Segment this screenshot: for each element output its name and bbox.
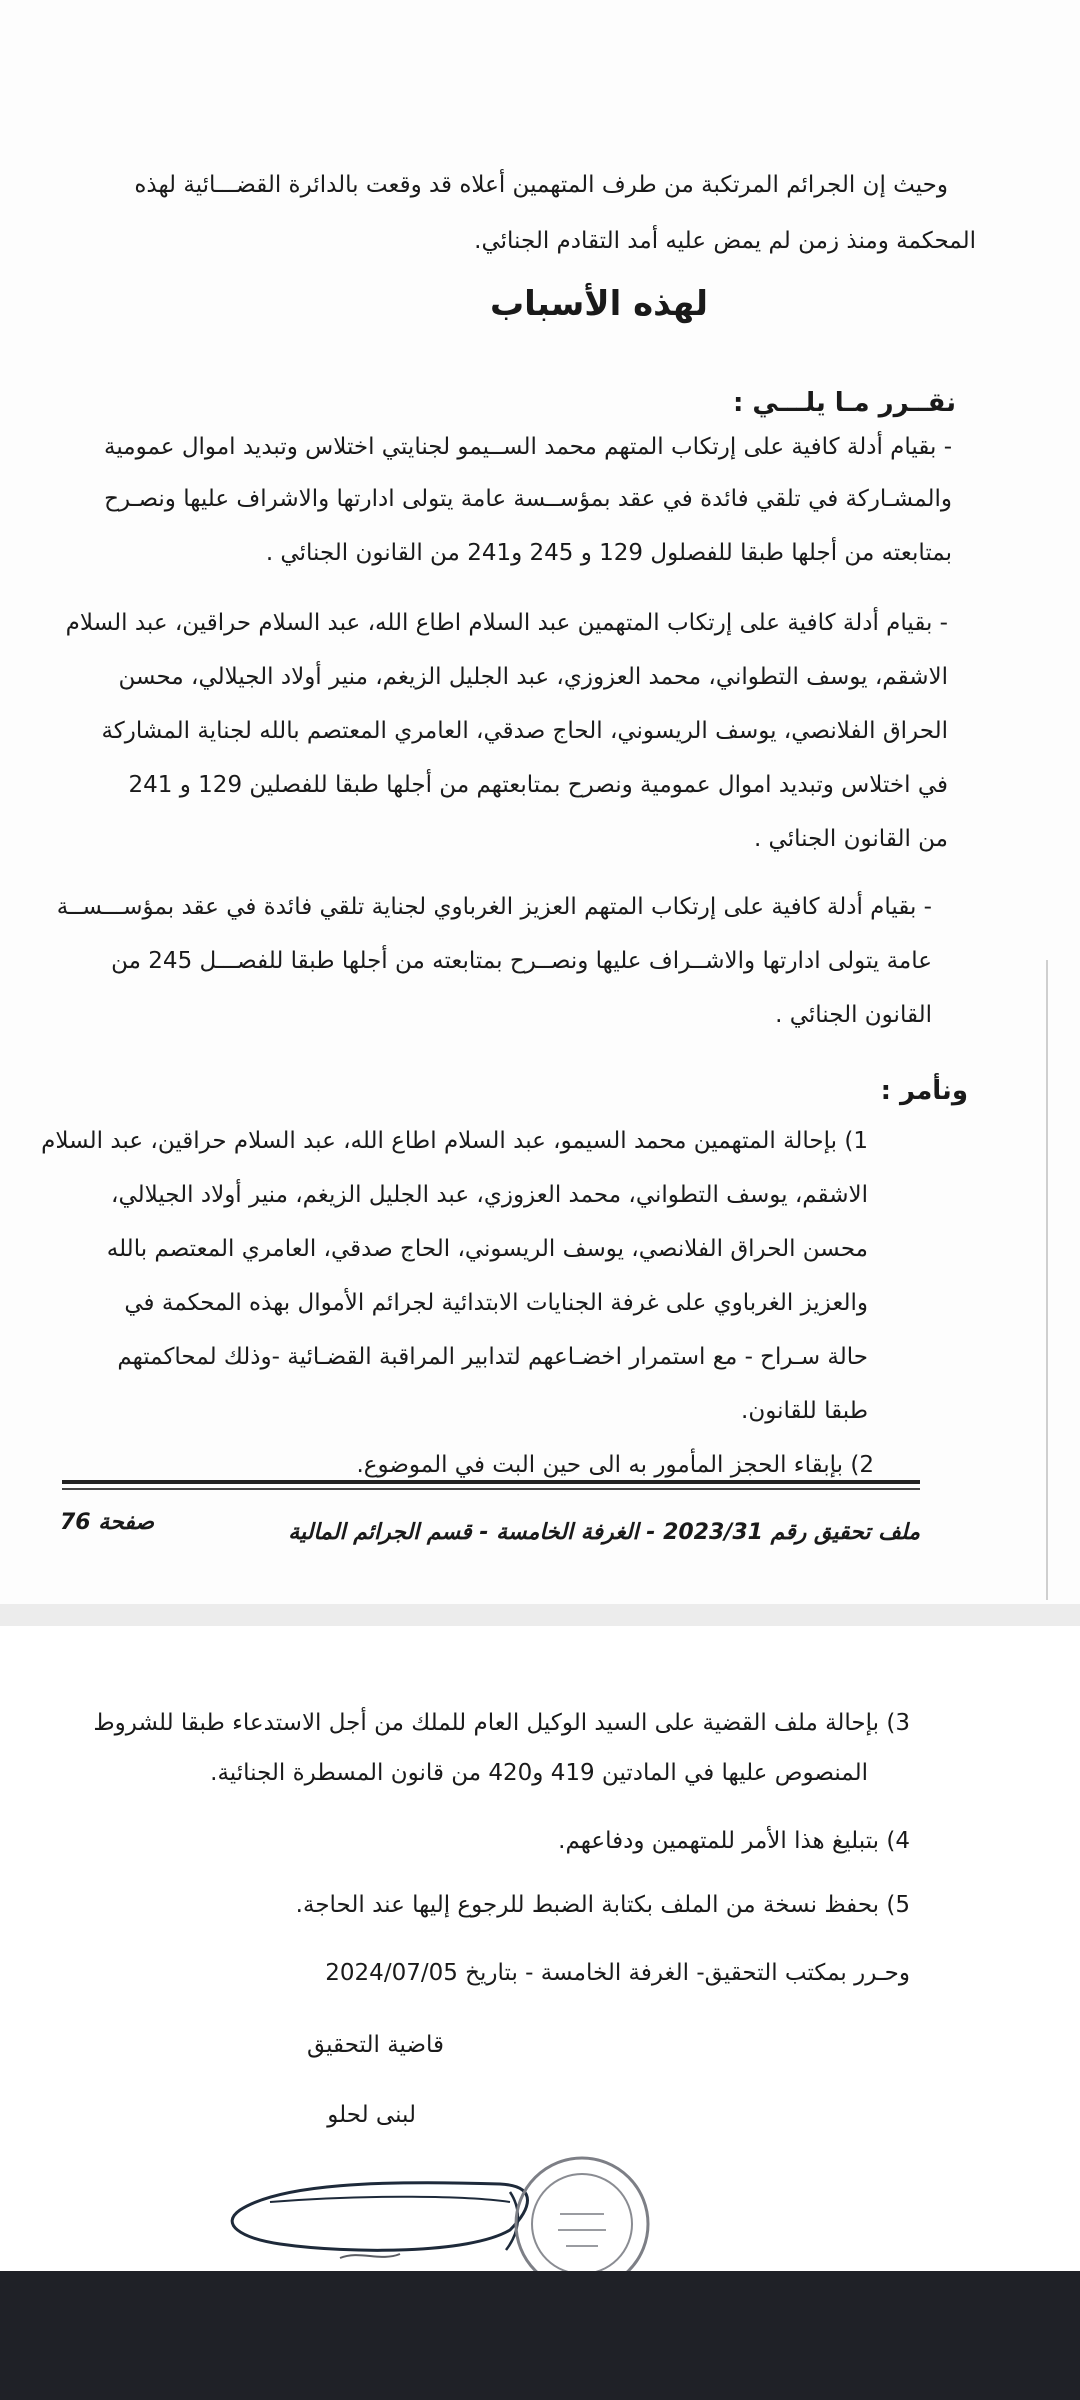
decision-label: نقــرر مـا يلـــي :	[732, 388, 956, 418]
order-1-line: محسن الحراق الفلانصي، يوسف الريسوني، الحاج صدقي، العامري المعتصم بالله	[106, 1236, 868, 1262]
footer-rule	[62, 1480, 920, 1484]
paragraph-1-line: بمتابعته من أجلها طبقا للفصلول 129 و 245 و241 من القانون الجنائي .	[265, 540, 952, 566]
intro-line-1: وحيث إن الجرائم المرتكبة من طرف المتهمين أعلاه قد وقعت بالدائرة القضـــائية لهذه	[134, 172, 948, 198]
order-1-line: حالة سـراح - مع استمرار اخضـاعهم لتدابير المراقبة القضـائية -وذلك لمحاكمتهم	[117, 1344, 868, 1370]
bottom-dark-bar	[0, 2271, 1080, 2400]
file-reference: ملف تحقيق رقم 2023/31 - الغرفة الخامسة - قسم الجرائم المالية	[288, 1520, 920, 1545]
page-edge-line	[1046, 960, 1048, 1600]
paragraph-2-line: الحراق الفلانصي، يوسف الريسوني، الحاج صدقي، العامري المعتصم بالله لجناية المشاركة	[101, 718, 948, 744]
page-separator	[0, 1604, 1080, 1626]
judge-name: لبنى لحلو	[327, 2102, 416, 2128]
order-1-line: 1) بإحالة المتهمين محمد السيمو، عبد السلام اطاع الله، عبد السلام حراقين، عبد السلام	[41, 1128, 868, 1154]
paragraph-2-line: من القانون الجنائي .	[753, 826, 948, 852]
order-item-2: 2) بإبقاء الحجز المأمور به الى حين البت في الموضوع.	[356, 1452, 874, 1478]
order-1-line: والعزيز الغرباوي على غرفة الجنايات الابتدائية لجرائم الأموال بهذه المحكمة في	[124, 1290, 868, 1316]
order-item-4: 4) بتبليغ هذا الأمر للمتهمين ودفاعهم.	[558, 1828, 910, 1854]
section-heading: لهذه الأسباب	[490, 284, 708, 324]
paragraph-2-line: - بقيام أدلة كافية على إرتكاب المتهمين عبد السلام اطاع الله، عبد السلام حراقين، عبد السلام	[65, 610, 948, 636]
paragraph-2-line: الاشقم، يوسف التطواني، محمد العزوزي، عبد الجليل الزيغم، منير أولاد الجيلالي، محسن	[118, 664, 948, 690]
order-1-line: الاشقم، يوسف التطواني، محمد العزوزي، عبد الجليل الزيغم، منير أولاد الجيلالي،	[111, 1182, 868, 1208]
issued-line: وحـرر بمكتب التحقيق- الغرفة الخامسة - بتاريخ 2024/07/05	[325, 1960, 910, 1986]
judge-title: قاضية التحقيق	[306, 2032, 444, 2058]
paragraph-1-line: والمشـاركة في تلقي فائدة في عقد بمؤســسة عامة يتولى ادارتها والاشراف عليها ونصـرح	[104, 486, 952, 512]
paragraph-3-line: عامة يتولى ادارتها والاشــراف عليها ونصــرح بمتابعته من أجلها طبقا للفصـــل 245 من	[111, 948, 932, 974]
paragraph-3-line: القانون الجنائي .	[775, 1002, 932, 1028]
page-number: صفحة 76	[60, 1510, 155, 1535]
footer-rule-thin	[62, 1488, 920, 1490]
order-3-line: 3) بإحالة ملف القضية على السيد الوكيل العام للملك من أجل الاستدعاء طبقا للشروط	[93, 1710, 910, 1736]
paragraph-2-line: في اختلاس وتبديد اموال عمومية ونصرح بمتابعتهم من أجلها طبقا للفصلين 129 و 241	[128, 772, 948, 798]
paragraph-3-line: - بقيام أدلة كافية على إرتكاب المتهم العزيز الغرباوي لجناية تلقي فائدة في عقد بمؤســـســة	[56, 894, 932, 920]
paragraph-1-line: - بقيام أدلة كافية على إرتكاب المتهم محمد الســيمو لجنايتي اختلاس وتبديد اموال عمومية	[104, 434, 952, 460]
order-label: ونأمر :	[880, 1076, 968, 1106]
intro-line-2: المحكمة ومنذ زمن لم يمض عليه أمد التقادم الجنائي.	[474, 228, 976, 254]
signature-icon	[210, 2132, 650, 2282]
order-item-5: 5) بحفظ نسخة من الملف بكتابة الضبط للرجوع إليها عند الحاجة.	[295, 1892, 910, 1918]
signature-and-stamp	[210, 2132, 650, 2282]
order-3-line: المنصوص عليها في المادتين 419 و420 من قانون المسطرة الجنائية.	[210, 1760, 868, 1786]
order-1-line: طبقا للقانون.	[741, 1398, 868, 1424]
